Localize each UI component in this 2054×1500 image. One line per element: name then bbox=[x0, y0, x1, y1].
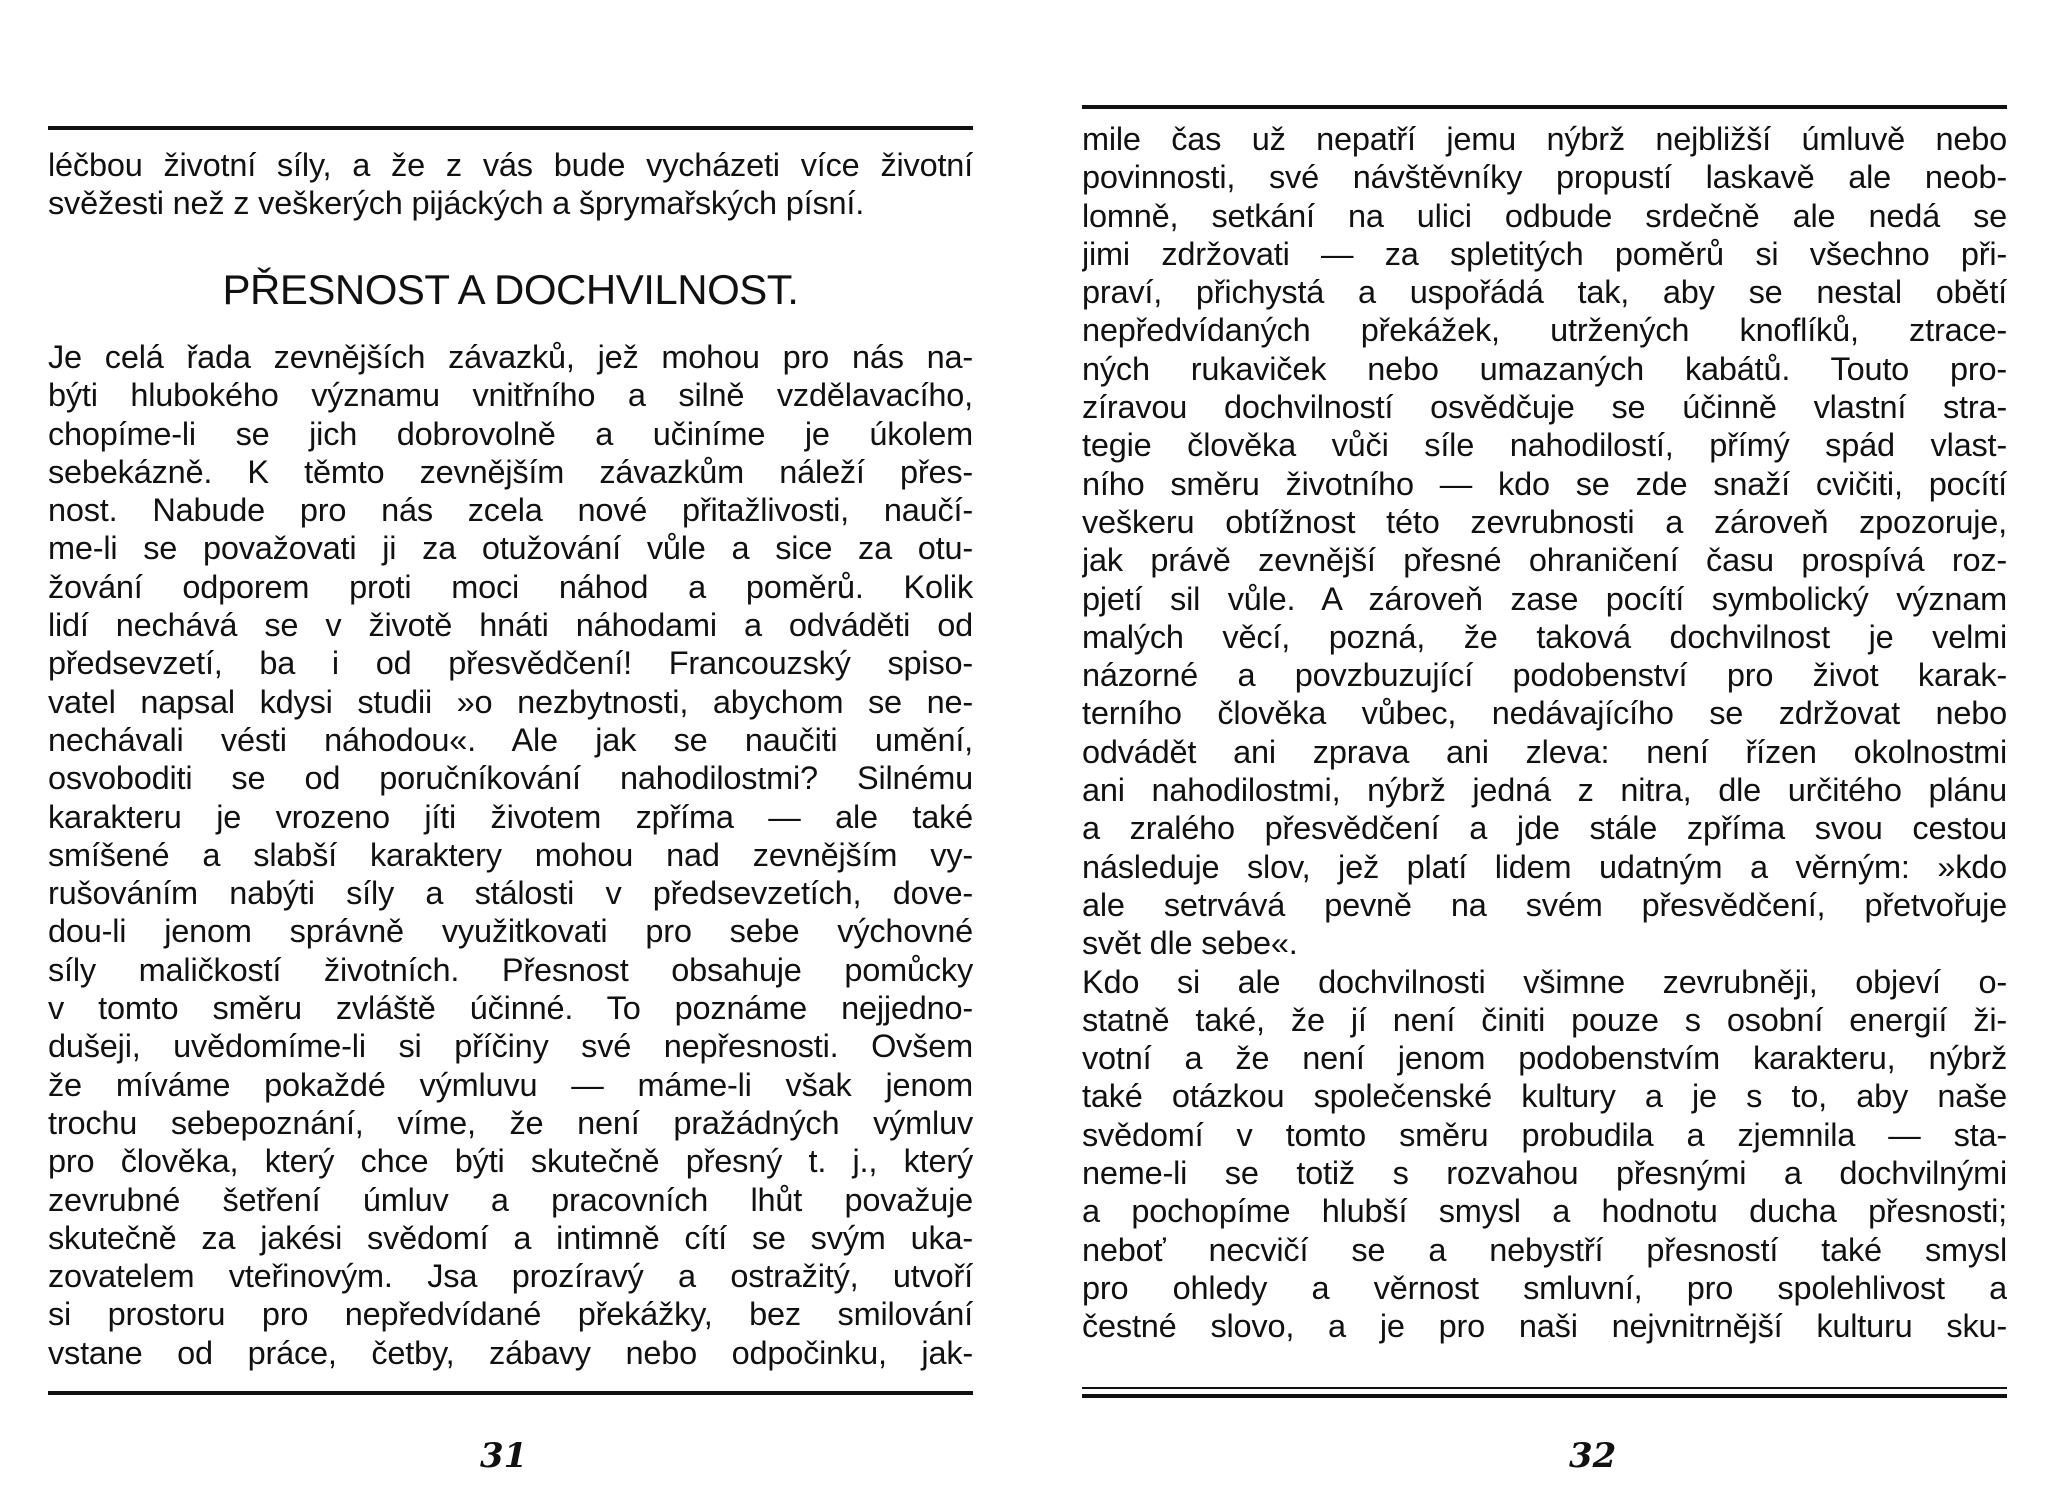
text-line: sebekázně. K těmto zevnějším závazkům náleží přes- bbox=[48, 453, 973, 490]
text-line: jak právě zevnější přesné ohraničení času prospívá roz- bbox=[1082, 542, 2007, 579]
text-line: ního směru životního — kdo se zde snaží cvičiti, pocítí bbox=[1082, 465, 2007, 502]
bottom-rule bbox=[1082, 1387, 2007, 1389]
text-line: vatel napsal kdysi studii »o nezbytnosti, abychom se ne- bbox=[48, 683, 973, 720]
text-line: Je celá řada zevnějších závazků, jež mohou pro nás na- bbox=[48, 339, 973, 375]
text-line: Kdo si ale dochvilnosti všimne zevrubněji, objeví o- bbox=[1082, 963, 2007, 1000]
text-line: následuje slov, jež platí lidem udatným a věrným: »kdo bbox=[1082, 848, 2007, 885]
text-line: čestné slovo, a je pro naši nejvnitrnější kulturu sku- bbox=[1082, 1308, 2007, 1345]
text-line: osvoboditi se od poručníkování nahodilostmi? Silnému bbox=[48, 760, 973, 797]
text-line: nepředvídaných překážek, utržených knoflíků, ztrace- bbox=[1082, 312, 2007, 349]
top-rule bbox=[48, 126, 973, 130]
text-line: zevrubné šetření úmluv a pracovních lhůt považuje bbox=[48, 1181, 973, 1218]
text-line: jimi zdržovati — za spletitých poměrů si všechno při- bbox=[1082, 235, 2007, 272]
body-paragraph bbox=[48, 338, 973, 1372]
text-line: síly maličkostí životních. Přesnost obsahuje pomůcky bbox=[48, 951, 973, 988]
text-line: svěžesti než z veškerých pijáckých a šprymařských písní. bbox=[48, 185, 865, 222]
top-rule bbox=[1082, 105, 2007, 109]
text-line: neboť necvičí se a nebystří přesností také smysl bbox=[1082, 1231, 2007, 1268]
text-line: veškeru obtížnost této zevrubnosti a zároveň zpozoruje, bbox=[1082, 503, 2007, 540]
text-line: svědomí v tomto směru probudila a zjemnila — sta- bbox=[1082, 1116, 2007, 1153]
text-line: pjetí sil vůle. A zároveň zase pocítí symbolický význam bbox=[1082, 580, 2007, 617]
text-line: terního člověka vůbec, nedávajícího se zdržovat nebo bbox=[1082, 695, 2007, 732]
text-line: v tomto směru zvláště účinné. To poznáme nejjedno- bbox=[48, 990, 973, 1027]
text-line: votní a že není jenom podobenstvím karakteru, nýbrž bbox=[1082, 1040, 2007, 1077]
page-number: 32 bbox=[1569, 1436, 1617, 1476]
text-line: karakteru je vrozeno jíti životem zpříma — ale také bbox=[48, 798, 973, 835]
text-line: ných rukaviček nebo umazaných kabátů. Touto pro- bbox=[1082, 350, 2007, 387]
text-line: pro člověka, který chce býti skutečně přesný t. j., který bbox=[48, 1143, 973, 1180]
text-line: malých věcí, pozná, že taková dochvilnost je velmi bbox=[1082, 618, 2007, 655]
text-line: a zralého přesvědčení a jde stále zpříma svou cestou bbox=[1082, 810, 2007, 847]
text-line: žování odporem proti moci náhod a poměrů. Kolik bbox=[48, 568, 973, 605]
text-line: neme-li se totiž s rozvahou přesnými a dochvilnými bbox=[1082, 1155, 2007, 1192]
left-page bbox=[48, 0, 973, 1500]
text-line: povinnosti, své návštěvníky propustí laskavě ale neob- bbox=[1082, 159, 2007, 196]
text-line: me-li se považovati ji za otužování vůle a sice za otu- bbox=[48, 530, 973, 567]
text-line: praví, přichystá a uspořádá tak, aby se nestal obětí bbox=[1082, 274, 2007, 311]
text-line: předsevzetí, ba i od přesvědčení! Francouzský spiso- bbox=[48, 645, 973, 682]
text-line: smíšené a slabší karaktery mohou nad zevnějším vy- bbox=[48, 836, 973, 873]
text-line: dou-li jenom správně využitkovati pro sebe výchovné bbox=[48, 913, 973, 950]
text-line: mile čas už nepatří jemu nýbrž nejbližší úmluvě nebo bbox=[1082, 121, 2007, 157]
text-line: nechávali vésti náhodou«. Ale jak se naučiti umění, bbox=[48, 721, 973, 758]
text-line: dušeji, uvědomíme-li si příčiny své nepřesnosti. Ovšem bbox=[48, 1028, 973, 1065]
intro-paragraph bbox=[48, 146, 973, 223]
text-line: vstane od práce, četby, zábavy nebo odpočinku, jak- bbox=[48, 1334, 973, 1371]
text-line: ale setrvává pevně na svém přesvědčení, přetvořuje bbox=[1082, 886, 2007, 923]
text-line: rušováním nabýti síly a stálosti v předsevzetích, dove- bbox=[48, 875, 973, 912]
text-line: lomně, setkání na ulici odbude srdečně ale nedá se bbox=[1082, 197, 2007, 234]
page-number: 31 bbox=[480, 1436, 528, 1476]
text-line: trochu sebepoznání, víme, že není pražádných výmluv bbox=[48, 1104, 973, 1141]
text-line: zovatelem vteřinovým. Jsa prozíravý a ostražitý, utvoří bbox=[48, 1258, 973, 1295]
text-line: nost. Nabude pro nás zcela nové přitažlivosti, naučí- bbox=[48, 492, 973, 529]
text-line: tegie člověka vůči síle nahodilostí, přímý spád vlast- bbox=[1082, 427, 2007, 464]
right-page bbox=[1082, 0, 2007, 1500]
text-line: zíravou dochvilností osvědčuje se účinně vlastní stra- bbox=[1082, 389, 2007, 426]
text-line: skutečně za jakési svědomí a intimně cítí se svým uka- bbox=[48, 1219, 973, 1256]
text-line: si prostoru pro nepředvídané překážky, bez smilování bbox=[48, 1296, 973, 1333]
text-line: léčbou životní síly, a že z vás bude vycházeti více životní bbox=[48, 147, 973, 183]
section-heading: PŘESNOST A DOCHVILNOST. bbox=[222, 266, 799, 313]
text-line: statně také, že jí není činiti pouze s osobní energií ži- bbox=[1082, 1001, 2007, 1038]
text-line: a pochopíme hlubší smysl a hodnotu ducha přesnosti; bbox=[1082, 1193, 2007, 1230]
bottom-rule bbox=[1082, 1394, 2007, 1398]
body-paragraph bbox=[1082, 120, 2007, 1346]
bottom-rule bbox=[48, 1391, 973, 1395]
text-line: chopíme-li se jich dobrovolně a učiníme je úkolem bbox=[48, 415, 973, 452]
text-line: odvádět ani zprava ani zleva: není řízen okolnostmi bbox=[1082, 733, 2007, 770]
text-line: svět dle sebe«. bbox=[1082, 925, 1298, 962]
text-line: ani nahodilostmi, nýbrž jedná z nitra, dle určitého plánu bbox=[1082, 772, 2007, 809]
text-line: pro ohledy a věrnost smluvní, pro spolehlivost a bbox=[1082, 1269, 2007, 1306]
text-line: že míváme pokaždé výmluvu — máme-li však jenom bbox=[48, 1066, 973, 1103]
text-line: názorné a povzbuzující podobenství pro život karak- bbox=[1082, 657, 2007, 694]
text-line: také otázkou společenské kultury a je s to, aby naše bbox=[1082, 1078, 2007, 1115]
text-line: býti hlubokého významu vnitřního a silně vzdělavacího, bbox=[48, 377, 973, 414]
text-line: lidí nechává se v životě hnáti náhodami a odváděti od bbox=[48, 607, 973, 644]
